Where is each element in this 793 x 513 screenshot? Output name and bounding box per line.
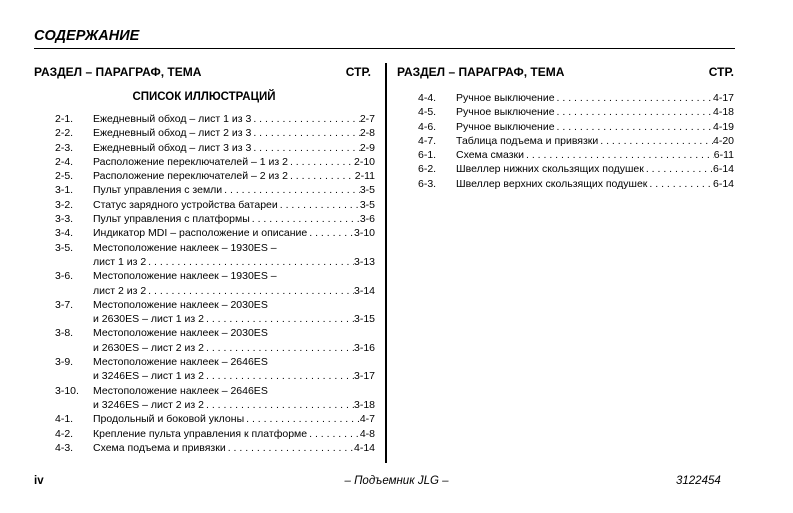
page-ref: 3-14 [353,284,375,297]
caption-line [93,255,375,269]
caption-line [93,326,375,340]
dot-leader [278,198,360,212]
figure-caption [93,226,375,240]
left-toc-list [55,112,375,455]
toc-entry [55,241,375,270]
figure-number: 3-5. [55,241,74,254]
figure-caption [93,241,375,270]
toc-entry [55,384,375,413]
caption-line [93,284,375,298]
figure-caption [456,91,734,105]
caption-line [93,269,375,283]
dot-leader [222,183,360,197]
caption-line [93,355,375,369]
dot-leader [226,441,354,455]
caption-text: Местоположение наклеек – 1930ES – [93,241,277,254]
figure-number: 2-1. [55,113,74,125]
page-ref: 4-19 [712,120,734,133]
figure-number: 3-7. [55,298,74,311]
toc-entry [55,155,375,169]
column-divider [385,63,387,463]
dot-leader [647,177,713,191]
toc-entry [55,112,375,126]
figure-caption [93,198,375,212]
page-ref: 2-8 [359,127,375,140]
figure-caption [93,269,375,298]
figure-number: 3-1. [55,184,74,197]
figure-number: 3-9. [55,356,74,369]
figure-caption [456,120,734,134]
footer-title: – Подъемник JLG – [344,475,449,487]
toc-entry [55,126,375,140]
page-ref: 4-17 [712,92,734,104]
dot-leader [251,126,359,140]
page-ref: 3-18 [353,398,375,411]
caption-line [93,384,375,398]
caption-line [456,91,734,105]
right-column-page-label: СТР. [708,65,734,79]
page-ref: 6-14 [712,177,734,190]
figure-number: 3-6. [55,270,74,283]
caption-text: Пульт управления с платформы [93,213,250,226]
figure-number: 4-5. [418,106,437,119]
figure-number: 2-3. [55,141,74,154]
caption-text: Местоположение наклеек – 2646ES [93,356,268,369]
figure-number: 6-2. [418,163,437,176]
figure-number: 4-3. [55,441,74,454]
right-column-header [397,65,734,79]
page-ref: 2-10 [353,155,375,168]
figure-caption [93,169,375,183]
dot-leader [555,91,713,105]
dot-leader [204,369,354,383]
caption-line [93,341,375,355]
caption-text: и 2630ES – лист 2 из 2 [93,341,204,354]
figure-number: 6-1. [418,149,437,162]
toc-entry [418,134,738,148]
dot-leader [204,341,354,355]
caption-line [93,241,375,255]
caption-line [93,155,375,169]
caption-text: Схема смазки [456,149,524,162]
caption-line [93,312,375,326]
figure-number: 6-3. [418,177,437,190]
caption-text: Пульт управления с земли [93,184,223,197]
page-ref: 4-18 [712,106,734,119]
caption-text: лист 2 из 2 [93,284,147,297]
dot-leader [598,134,713,148]
toc-entry [418,148,738,162]
dot-leader [250,212,360,226]
page-ref: 3-5 [359,198,375,211]
figure-number: 4-1. [55,413,74,426]
caption-text: Ежедневный обход – лист 2 из 3 [93,127,252,140]
figure-caption [93,141,375,155]
dot-leader [644,162,713,176]
left-column-header [34,65,371,79]
caption-line [456,148,734,162]
figure-caption [456,162,734,176]
toc-entry [418,105,738,119]
caption-text: Схема подъема и привязки [93,441,226,454]
page-ref: 6-11 [713,149,734,162]
caption-text: Местоположение наклеек – 1930ES – [93,270,277,283]
right-toc-list [418,91,738,191]
caption-text: Индикатор MDI – расположение и описание [93,227,308,240]
page-ref: 3-6 [359,213,375,226]
dot-leader [251,112,359,126]
caption-text: Ежедневный обход – лист 1 из 3 [93,113,252,125]
figure-number: 4-2. [55,427,74,440]
dot-leader [146,255,354,269]
page-ref: 2-7 [359,113,375,125]
right-column-heading: РАЗДЕЛ – ПАРАГРАФ, ТЕМА [397,65,565,79]
toc-entry [418,162,738,176]
dot-leader [307,427,360,441]
caption-line [93,141,375,155]
figure-caption [93,155,375,169]
footer-doc-number: 3122454 [676,475,721,487]
page-ref: 4-8 [359,427,375,440]
toc-entry [55,326,375,355]
toc-entry [55,198,375,212]
dot-leader [204,398,354,412]
caption-line [93,412,375,426]
dot-leader [555,120,713,134]
caption-text: и 3246ES – лист 1 из 2 [93,370,204,383]
dot-leader [307,226,354,240]
caption-text: Ручное выключение [456,106,555,119]
toc-entry [55,169,375,183]
figure-number: 4-4. [418,92,437,104]
dot-leader [204,312,354,326]
figure-caption [93,183,375,197]
caption-text: Швеллер нижних скользящих подушек [456,163,644,176]
figure-caption [93,441,375,455]
figure-caption [93,412,375,426]
caption-text: Местоположение наклеек – 2030ES [93,327,268,340]
caption-line [93,226,375,240]
title-rule [34,48,735,49]
toc-entry [418,120,738,134]
figure-number: 2-4. [55,155,74,168]
caption-text: Ручное выключение [456,120,555,133]
toc-entry [55,355,375,384]
figure-number: 2-2. [55,127,74,140]
dot-leader [244,412,360,426]
caption-line [456,134,734,148]
dot-leader [146,284,354,298]
toc-entry [55,226,375,240]
page-ref: 3-13 [353,255,375,268]
page-ref: 3-16 [353,341,375,354]
figure-number: 3-2. [55,198,74,211]
toc-entry [55,269,375,298]
figure-number: 4-6. [418,120,437,133]
left-column-heading: РАЗДЕЛ – ПАРАГРАФ, ТЕМА [34,65,202,79]
caption-line [456,105,734,119]
caption-line [93,198,375,212]
figure-number: 3-10. [55,384,79,397]
caption-text: Ручное выключение [456,92,555,104]
caption-line [456,120,734,134]
figure-caption [93,326,375,355]
page-ref: 3-5 [359,184,375,197]
caption-line [93,298,375,312]
figure-caption [93,427,375,441]
page-ref: 2-9 [359,141,375,154]
figure-caption [93,112,375,126]
dot-leader [251,141,359,155]
caption-text: Таблица подъема и привязки [456,134,599,147]
figure-caption [456,134,734,148]
page-ref: 3-17 [353,370,375,383]
figure-caption [456,105,734,119]
figure-caption [93,298,375,327]
caption-line [93,441,375,455]
figure-caption [93,126,375,140]
dot-leader [288,155,354,169]
left-column-page-label: СТР. [345,65,371,79]
figure-caption [93,212,375,226]
page-ref: 3-15 [353,313,375,326]
page-ref: 4-20 [712,134,734,147]
caption-text: Ежедневный обход – лист 3 из 3 [93,141,252,154]
caption-line [93,183,375,197]
caption-text: Расположение переключателей – 2 из 2 [93,170,288,183]
page-ref: 3-10 [353,227,375,240]
caption-text: Местоположение наклеек – 2030ES [93,298,268,311]
caption-text: Швеллер верхних скользящих подушек [456,177,648,190]
figure-caption [93,384,375,413]
caption-line [93,169,375,183]
footer-page-number: iv [34,475,44,487]
toc-entry [55,412,375,426]
figure-number: 4-7. [418,134,437,147]
toc-entry [418,91,738,105]
dot-leader [288,169,355,183]
toc-entry [55,212,375,226]
caption-line [93,427,375,441]
caption-line [93,369,375,383]
caption-text: и 2630ES – лист 1 из 2 [93,313,204,326]
toc-entry [55,298,375,327]
figure-number: 3-8. [55,327,74,340]
caption-text: и 3246ES – лист 2 из 2 [93,398,204,411]
figure-caption [456,148,734,162]
page-ref: 4-14 [353,441,375,454]
page-ref: 2-11 [354,170,375,183]
dot-leader [524,148,714,162]
caption-line [93,398,375,412]
caption-line [456,162,734,176]
figure-number: 2-5. [55,170,74,183]
page-ref: 6-14 [712,163,734,176]
caption-line [93,212,375,226]
toc-entry [55,183,375,197]
caption-line [456,177,734,191]
page-title: СОДЕРЖАНИЕ [34,28,140,44]
caption-text: Крепление пульта управления к платформе [93,427,308,440]
toc-entry [55,141,375,155]
caption-text: Статус зарядного устройства батареи [93,198,278,211]
list-of-illustrations-title: СПИСОК ИЛЛЮСТРАЦИЙ [132,91,276,103]
caption-line [93,112,375,126]
toc-entry [418,177,738,191]
toc-entry [55,441,375,455]
caption-line [93,126,375,140]
page-ref: 4-7 [359,413,375,426]
figure-caption [93,355,375,384]
figure-number: 3-3. [55,213,74,226]
caption-text: Местоположение наклеек – 2646ES [93,384,268,397]
caption-text: Продольный и боковой уклоны [93,413,245,426]
caption-text: лист 1 из 2 [93,255,147,268]
figure-caption [456,177,734,191]
toc-entry [55,427,375,441]
dot-leader [555,105,713,119]
figure-number: 3-4. [55,227,74,240]
caption-text: Расположение переключателей – 1 из 2 [93,155,288,168]
